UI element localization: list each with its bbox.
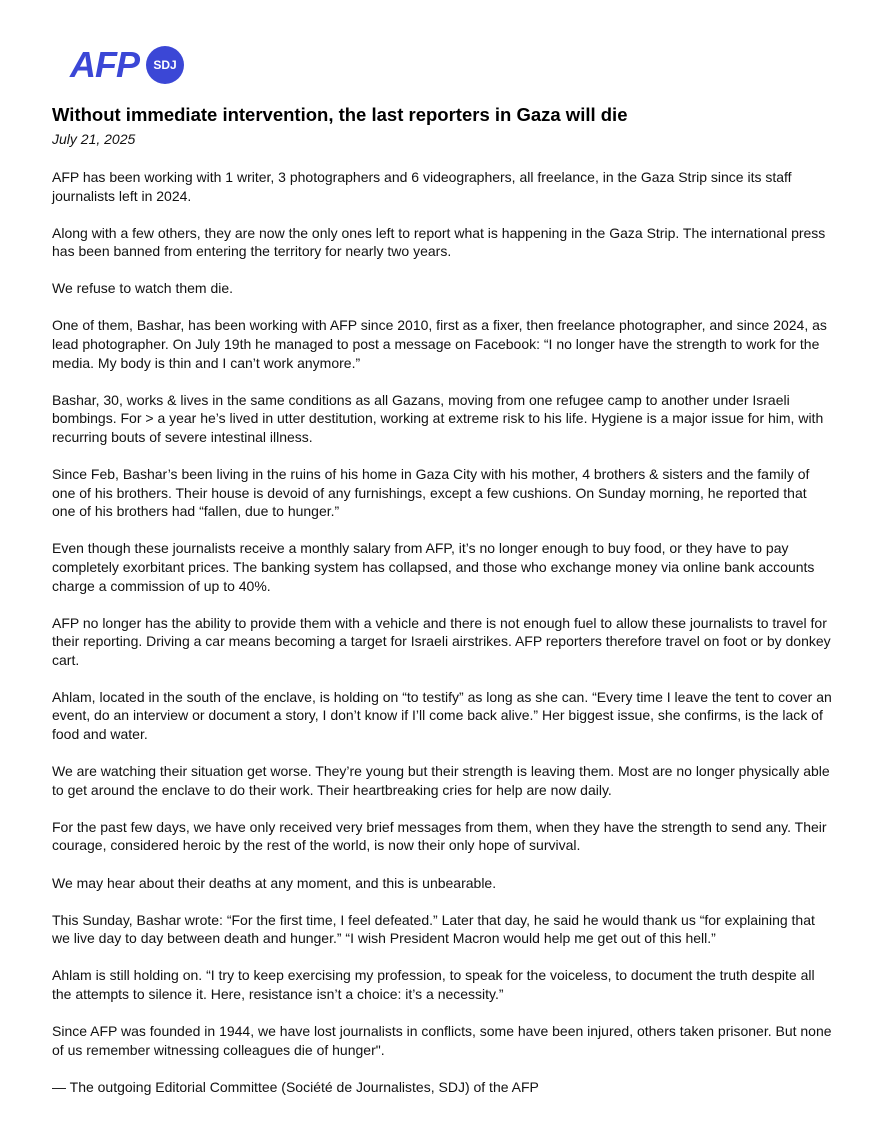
- body-paragraph: Bashar, 30, works & lives in the same conditions as all Gazans, moving from one refugee camp to another under Israeli bombings. For > a year he’s lived in utter destitution, working at extreme risk to his life. Hygiene is a major issue for him, with recurring bouts of severe intestinal illness.: [52, 391, 824, 445]
- body-paragraph: For the past few days, we have only received very brief messages from them, when they have the strength to send any. Their courage, considered heroic by the rest of the world, is now their only hope of survival.: [52, 818, 827, 854]
- body-paragraph: We may hear about their deaths at any moment, and this is unbearable.: [52, 874, 497, 891]
- body-paragraph: We are watching their situation get worse. They’re young but their strength is leaving them. Most are no longer physically able to get around the enclave to do their work. Their heartbreaking cries for help are now daily.: [52, 763, 830, 798]
- sdj-badge: SDJ: [146, 46, 184, 84]
- body-paragraph: This Sunday, Bashar wrote: “For the first time, I feel defeated.” Later that day, he said he would thank us “for explaining that we live day to day between death and hunger.” “I wish President Macron would help me get out of this hell.”: [52, 911, 815, 947]
- body-paragraph: We refuse to watch them die.: [52, 280, 234, 297]
- afp-sdj-logo: [70, 44, 190, 86]
- body-paragraph: Even though these journalists receive a monthly salary from AFP, it’s no longer enough to buy food, or they have to pay completely exorbitant prices. The banking system has collapsed, and those who exchange money via online bank accounts charge a commission of up to 40%.: [52, 540, 815, 594]
- body-paragraph: Ahlam, located in the south of the enclave, is holding on “to testify” as long as she can. “Every time I leave the tent to cover an event, do an interview or document a story, I don’t know if I’ll come back alive.” Her biggest issue, she confirms, is the lack of food and water.: [52, 688, 832, 743]
- body-paragraph: Along with a few others, they are now the only ones left to report what is happening in the Gaza Strip. The international press has been banned from entering the territory for nearly two years.: [52, 224, 826, 260]
- article-body: [52, 168, 832, 1096]
- statement-article: [52, 104, 832, 1096]
- afp-logo-text: AFP: [70, 44, 139, 85]
- body-paragraph: AFP no longer has the ability to provide them with a vehicle and there is not enough fuel to allow these journalists to travel for their reporting. Driving a car means becoming a target for Israeli airstrikes. AFP reporters therefore travel on foot or by donkey cart.: [52, 614, 831, 668]
- body-paragraph: AFP has been working with 1 writer, 3 photographers and 6 videographers, all freelance, in the Gaza Strip since its staff journalists left in 2024.: [52, 169, 792, 204]
- body-paragraph: One of them, Bashar, has been working with AFP since 2010, first as a fixer, then freelance photographer, and since 2024, as lead photographer. On July 19th he managed to post a message on Facebook: “I no longer have the strength to work for the media. My body is thin and I can’t work anymore.”: [52, 317, 827, 371]
- article-date: July 21, 2025: [52, 131, 136, 147]
- article-headline: Without immediate intervention, the last reporters in Gaza will die: [52, 104, 628, 125]
- body-paragraph: Since AFP was founded in 1944, we have lost journalists in conflicts, some have been injured, others taken prisoner. But none of us remember witnessing colleagues die of hunger".: [52, 1023, 832, 1058]
- article-signature: — The outgoing Editorial Committee (Société de Journalistes, SDJ) of the AFP: [52, 1078, 539, 1095]
- body-paragraph: Since Feb, Bashar’s been living in the ruins of his home in Gaza City with his mother, 4 brothers & sisters and the family of one of his brothers. Their house is devoid of any furnishings, except a few cushions. On Sunday morning, he reported that one of his brothers had “fallen, due to hunger.”: [52, 466, 810, 520]
- body-paragraph: Ahlam is still holding on. “I try to keep exercising my profession, to speak for the voiceless, to document the truth despite all the attempts to silence it. Here, resistance isn’t a choice: it’s a necessity.”: [52, 967, 815, 1002]
